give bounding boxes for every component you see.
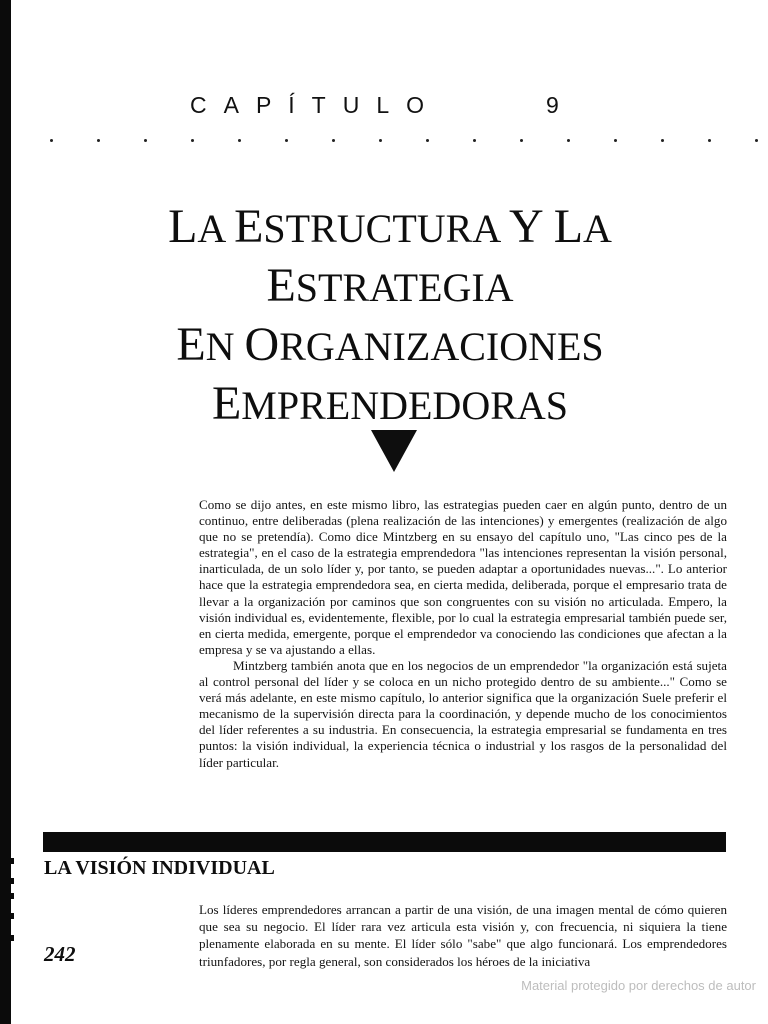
dotted-separator bbox=[50, 139, 760, 149]
title-line: LA ESTRUCTURA Y LA bbox=[168, 200, 612, 253]
scan-edge-notch bbox=[6, 878, 14, 884]
chapter-label: CAPÍTULO bbox=[190, 92, 442, 118]
scan-edge-notch bbox=[6, 893, 14, 899]
title-line: ESTRATEGIA bbox=[266, 259, 514, 312]
chapter-title bbox=[90, 198, 690, 434]
title-line: EMPRENDEDORAS bbox=[211, 377, 569, 430]
scan-binding-edge bbox=[0, 0, 11, 1024]
intro-paragraph: Como se dijo antes, en este mismo libro, las estrategias pueden caer en algún punto, dentro de un continuo, entre deliberadas (plena realización de las intenciones) y emergentes (realización de algo que no se pretendía). Como dice Mintzberg en su ensayo del capítulo uno, "Las cinco pes de la estrategia", en el caso de la estrategia emprendedora "las intenciones representan la visión personal, inarticulada, de un solo líder y, por tanto, se pueden adaptar a oportunidades nuevas...". Lo anterior hace que la estrategia emprendedora sea, en cierta medida, deliberada, porque el empresario trata de llevar a la organización por caminos que son congruentes con su visión no articulada. Empero, la visión individual es, evidentemente, flexible, por lo cual la estrategia empresarial también puede ser, en cierta medida, emergente, porque el emprendedor va conociendo las condiciones que afectan a la empresa y se va ajustando a ellas. bbox=[199, 497, 727, 657]
chapter-number: 9 bbox=[546, 92, 559, 118]
down-triangle-icon bbox=[371, 430, 417, 472]
copyright-watermark: Material protegido por derechos de autor bbox=[521, 978, 756, 993]
page-number: 242 bbox=[44, 942, 76, 966]
section-heading: LA VISIÓN INDIVIDUAL bbox=[44, 857, 275, 879]
scan-edge-notch bbox=[6, 935, 14, 941]
title-line: EN ORGANIZACIONES bbox=[176, 318, 604, 371]
scan-edge-notch bbox=[6, 913, 14, 919]
section-paragraph: Los líderes emprendedores arrancan a partir de una visión, de una imagen mental de cómo quieren que sea su negocio. El líder rara vez articula esta visión y, con frecuencia, ni siquiera la tiene plenamente elaborada en su mente. El líder sólo "sabe" que algo funcionará. Los emprendedores triunfadores, por regla general, son considerados los héroes de la iniciativa bbox=[199, 902, 727, 969]
section-rule bbox=[43, 832, 726, 852]
intro-text bbox=[199, 497, 727, 771]
section-text bbox=[199, 901, 727, 970]
scan-edge-notch bbox=[6, 858, 14, 864]
intro-paragraph: Mintzberg también anota que en los negocios de un emprendedor "la organización está sujeta al control personal del líder y se coloca en un nicho protegido dentro de su ambiente..." Como se verá más adelante, en este mismo capítulo, lo anterior significa que la organización Suele preferir el mecanismo de la supervisión directa para la coordinación, y depende mucho de los conocimientos del líder referentes a su industria. En consecuencia, la estrategia empresarial se fundamenta en tres puntos: la visión individual, la experiencia técnica o industrial y los rasgos de la personalidad del líder particular. bbox=[199, 657, 727, 770]
